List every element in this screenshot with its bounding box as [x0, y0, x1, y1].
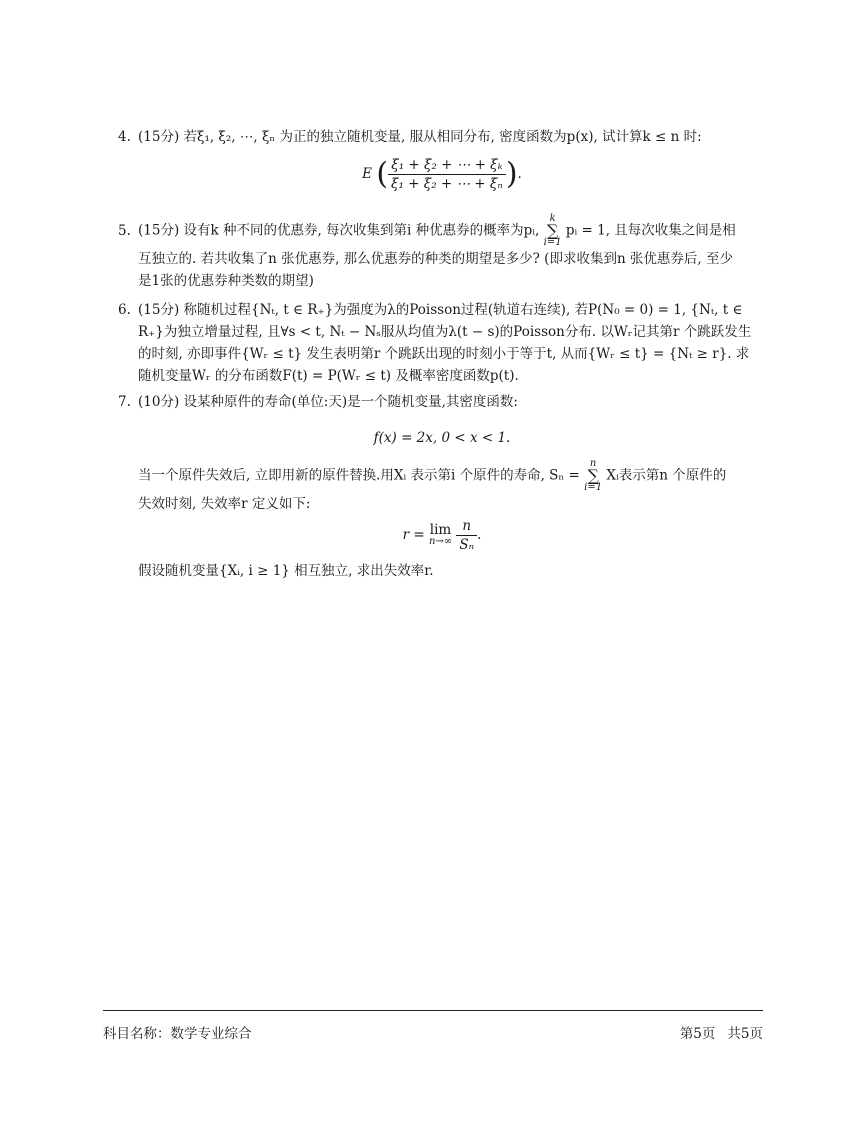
problem-7-line-1: [118, 391, 766, 413]
problem-4-formula: [118, 156, 766, 193]
problem-number: 5.: [118, 222, 131, 239]
problem-5-text-b: pᵢ = 1, 且每次收集之间是相: [565, 222, 736, 239]
limit-symbol: lim: [429, 521, 452, 538]
sum-lower-limit: i=1: [584, 482, 603, 493]
problem-5-line-1: [118, 214, 766, 248]
fraction-numerator: ξ₁ + ξ₂ + ⋯ + ξₖ: [388, 156, 506, 175]
problem-6: [118, 299, 766, 387]
formula-lhs: r =: [402, 527, 425, 543]
formula-period: .: [517, 166, 522, 182]
ratio-fraction: [388, 156, 506, 193]
problem-5: [118, 214, 766, 292]
problem-4-statement: [118, 126, 766, 148]
fraction-denominator: Sₙ: [459, 537, 475, 553]
problem-5-line-2: 互独立的. 若共收集了n 张优惠券, 那么优惠券的种类的期望是多少? (即求收集到n 张优惠券后, 至少: [138, 251, 734, 267]
sigma-symbol: ∑: [587, 466, 599, 485]
problem-5-line-3: 是1张的优惠券种类数的期望): [138, 273, 314, 289]
problem-4-text: (15分) 若ξ₁, ξ₂, ⋯, ξₙ 为正的独立随机变量, 服从相同分布, 密度函数为p(x), 试计算k ≤ n 时:: [138, 129, 702, 145]
sigma-symbol: ∑: [546, 221, 559, 240]
limit-subscript: n→∞: [428, 535, 453, 547]
fraction-denominator: ξ₁ + ξ₂ + ⋯ + ξₙ: [391, 176, 503, 192]
problem-7-line-2: [118, 459, 766, 493]
problem-number: 6.: [118, 302, 131, 318]
failure-rate-formula: [118, 517, 766, 554]
problem-6-text: (15分) 称随机过程{Nₜ, t ∈ R₊}为强度为λ的Poisson过程(轨道右连续), 若P(N₀ = 0) = 1, {Nₜ, t ∈: [138, 302, 743, 318]
rate-fraction: [456, 517, 477, 554]
left-paren: (: [376, 156, 389, 192]
expectation-symbol: E: [362, 166, 373, 182]
problem-number: 7.: [118, 394, 131, 410]
problem-4: [118, 126, 766, 201]
page-total: 共5页: [727, 1026, 763, 1042]
limit: [428, 521, 453, 548]
footer-pagination: [680, 1022, 763, 1042]
problem-6-line-4: 随机变量Wᵣ 的分布函数F(t) = P(Wᵣ ≤ t) 及概率密度函数p(t).: [138, 368, 519, 384]
problem-6-line-2: R₊}为独立增量过程, 且∀s < t, Nₜ − Nₛ服从均值为λ(t − s)的Poisson分布. 以Wᵣ记其第r 个跳跃发生: [138, 324, 752, 340]
fraction-numerator: n: [456, 517, 477, 536]
problem-5-text-a: (15分) 设有k 种不同的优惠券, 每次收集到第i 种优惠券的概率为pᵢ,: [138, 222, 540, 239]
problem-7-line-3: 失效时刻, 失效率r 定义如下:: [138, 496, 311, 512]
footer-subject: 科目名称：数学专业综合: [103, 1026, 252, 1042]
problem-7-text-a: 当一个原件失效后, 立即用新的原件替换.用Xᵢ 表示第i 个原件的寿命, Sₙ =: [138, 467, 580, 484]
problem-6-line-3: 的时刻, 亦即事件{Wᵣ ≤ t} 发生表明第r 个跳跃出现的时刻小于等于t, 从而{Wᵣ ≤ t} = {Nₜ ≥ r}. 求: [138, 346, 750, 362]
problem-6-line-1: [118, 299, 766, 321]
sum-lower-limit: i=1: [543, 237, 562, 248]
sum-upper-limit: n: [589, 458, 597, 469]
sum-upper-limit: k: [549, 213, 556, 224]
summation: [544, 214, 562, 248]
footer-divider: [103, 1010, 763, 1011]
problem-number: 4.: [118, 129, 131, 145]
summation: [584, 459, 602, 493]
problem-7: [118, 391, 766, 582]
density-formula: f(x) = 2x, 0 < x < 1.: [373, 430, 511, 446]
problem-7-text-b: Xᵢ表示第n 个原件的: [606, 467, 727, 484]
right-paren: ): [505, 156, 518, 192]
problem-7-text: (10分) 设某种原件的寿命(单位:天)是一个随机变量,其密度函数:: [138, 394, 518, 410]
problem-7-line-4: 假设随机变量{Xᵢ, i ≥ 1} 相互独立, 求出失效率r.: [138, 563, 434, 579]
formula-period: .: [477, 527, 482, 543]
page-number: 第5页: [679, 1026, 716, 1042]
